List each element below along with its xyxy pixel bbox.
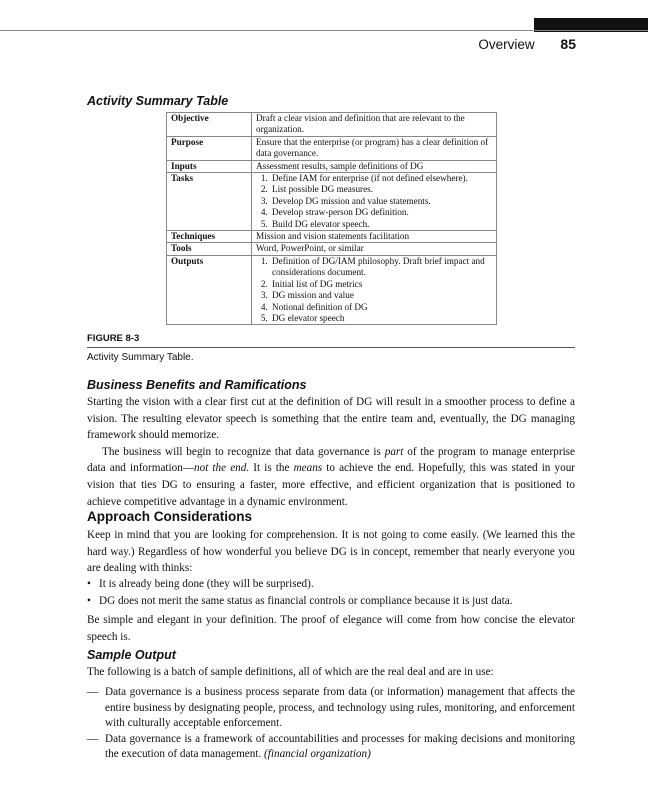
list-item: 5. DG elevator speech (270, 313, 492, 324)
list-item: 2. Initial list of DG metrics (270, 279, 492, 290)
row-label: Tasks (167, 173, 252, 231)
row-value: Mission and vision statements facilitation (252, 231, 497, 243)
list-item: — Data governance is a business process separate from data (or information) management that affects the entire business by designating people, process, and technology using rules, monitoring, and enforcement with culturally acceptable enforcement. (87, 685, 575, 732)
row-label: Outputs (167, 255, 252, 324)
approach-intro (87, 527, 575, 577)
paragraph: The business will begin to recognize that data governance is part of the program to manage enterprise data and information—not the end. It is the means to achieve the end. Hopefully, this was stated in your vision that ties DG to ensuring a faster, more effective, and efficient organization that is positioned to achieve competitive advantage in a dynamic environment. (87, 445, 576, 508)
activity-table-title: Activity Summary Table (87, 94, 229, 108)
figure-rule (87, 347, 575, 348)
table-row (167, 136, 497, 160)
list-item: 4. Develop straw-person DG definition. (270, 207, 492, 218)
row-value: Word, PowerPoint, or similar (252, 243, 497, 255)
sample-output-intro (87, 664, 575, 681)
definition-source: (financial organization) (264, 748, 371, 761)
page-number: 85 (560, 36, 576, 52)
business-benefits-heading: Business Benefits and Ramifications (87, 378, 307, 392)
figure-caption: Activity Summary Table. (87, 352, 194, 363)
table-row (167, 243, 497, 255)
row-value: Assessment results, sample definitions of DG (252, 160, 497, 172)
table-row (167, 255, 497, 324)
table-row (167, 160, 497, 172)
list-item: • It is already being done (they will be surprised). (87, 576, 575, 593)
row-value: Draft a clear vision and definition that are relevant to the organization. (252, 113, 497, 137)
sample-output-heading: Sample Output (87, 648, 176, 662)
row-label: Purpose (167, 136, 252, 160)
paragraph: Be simple and elegant in your definition. The proof of elegance will come from how concise the elevator speech is. (87, 614, 575, 643)
table-row (167, 173, 497, 231)
paragraph: The following is a batch of sample definitions, all of which are the real deal and are in use: (87, 666, 494, 678)
header-rule (0, 30, 648, 31)
row-label: Objective (167, 113, 252, 137)
tasks-list (256, 173, 492, 230)
paragraph: Starting the vision with a clear first cut at the definition of DG will result in a smoother process to define a vision. The resulting elevator speech is something that the entire team and, eventually, the DG managing framework should memorize. (87, 396, 575, 442)
approach-conclusion (87, 612, 575, 645)
list-item: 2. List possible DG measures. (270, 184, 492, 195)
row-label: Techniques (167, 231, 252, 243)
list-item: 1. Definition of DG/IAM philosophy. Draft brief impact and considerations document. (270, 256, 492, 279)
row-label: Inputs (167, 160, 252, 172)
row-value: Ensure that the enterprise (or program) has a clear definition of data governance. (252, 136, 497, 160)
paragraph: Keep in mind that you are looking for comprehension. It is not going to come easily. (We learned this the hard way.) Regardless of how wonderful you believe DG is in concept, remember that nearly everyone you are dealing with thinks: (87, 529, 575, 575)
table-row (167, 231, 497, 243)
figure-label: FIGURE 8-3 (87, 333, 140, 344)
row-value (252, 173, 497, 231)
approach-bullets (87, 576, 575, 609)
running-header (478, 36, 576, 52)
list-item: 5. Build DG elevator speech. (270, 219, 492, 230)
list-item: 4. Notional definition of DG (270, 302, 492, 313)
list-item: • DG does not merit the same status as financial controls or compliance because it is just data. (87, 593, 575, 610)
section-title: Overview (478, 37, 535, 52)
list-item: — Data governance is a framework of accountabilities and processes for making decisions and monitoring the execution of data management. (financial organization) (87, 732, 575, 763)
activity-summary-table (166, 112, 497, 325)
approach-heading: Approach Considerations (87, 509, 253, 524)
sample-definitions (87, 685, 575, 763)
business-benefits-body (87, 394, 575, 510)
list-item: 3. DG mission and value (270, 290, 492, 301)
list-item: 3. Develop DG mission and value statements. (270, 196, 492, 207)
list-item: 1. Define IAM for enterprise (if not defined elsewhere). (270, 173, 492, 184)
table-row (167, 113, 497, 137)
row-label: Tools (167, 243, 252, 255)
row-value (252, 255, 497, 324)
outputs-list (256, 256, 492, 324)
